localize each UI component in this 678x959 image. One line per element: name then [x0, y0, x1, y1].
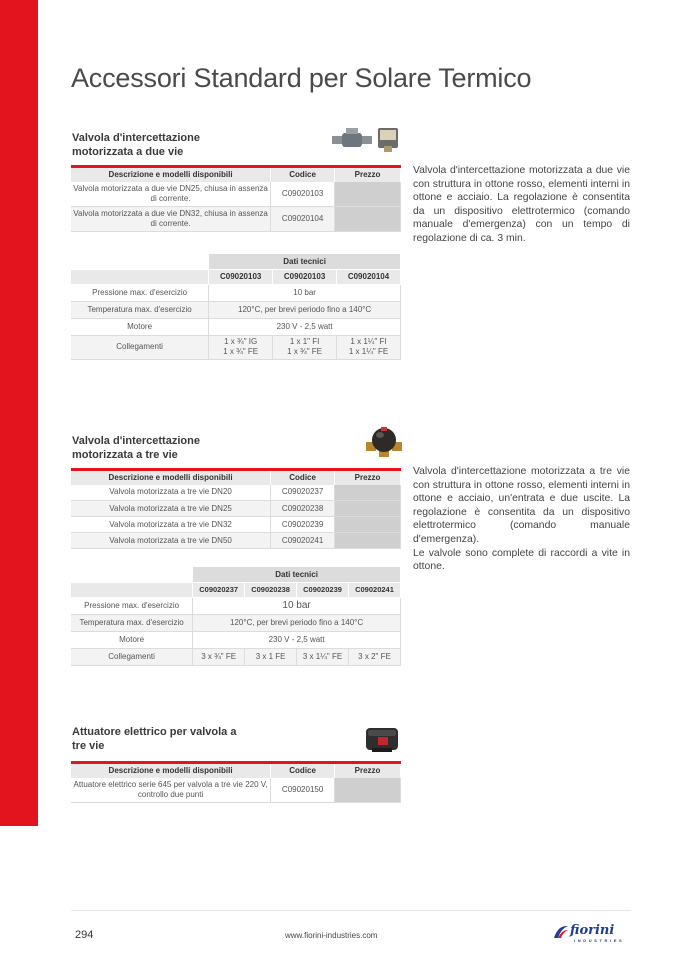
model-price	[335, 182, 401, 207]
two-way-valve-image	[330, 124, 402, 154]
red-side-bar	[0, 0, 38, 826]
model-price	[335, 533, 401, 549]
model-code: C09020150	[271, 778, 335, 803]
model-price	[335, 485, 401, 501]
spec-value: 1 x 1" FI 1 x ¾" FE	[273, 335, 337, 359]
table-row	[71, 301, 401, 318]
spec-value: 3 x 2" FE	[349, 648, 401, 665]
model-code: C09020103	[271, 182, 335, 207]
spec-label: Pressione max. d'esercizio	[71, 597, 193, 614]
logo-mark-icon	[552, 924, 570, 940]
spec-label: Pressione max. d'esercizio	[71, 284, 209, 301]
tech-code: C09020103	[209, 269, 273, 284]
table-row	[71, 648, 401, 665]
spec-label: Temperatura max. d'esercizio	[71, 614, 193, 631]
column-header-code: Codice	[271, 470, 335, 485]
section3-title: Attuatore elettrico per valvola a tre vie	[72, 726, 237, 752]
model-description: Valvola motorizzata a tre vie DN20	[71, 485, 271, 501]
three-way-valve-image	[364, 424, 404, 458]
table-row	[71, 182, 401, 207]
section3-models-table	[71, 761, 401, 803]
website-link[interactable]: www.fiorini-industries.com	[285, 931, 378, 940]
table-row	[71, 614, 401, 631]
column-header-price: Prezzo	[335, 167, 401, 182]
spec-value: 120°C, per brevi periodo fino a 140°C	[209, 301, 401, 318]
tech-code: C09020103	[273, 269, 337, 284]
table-row	[71, 284, 401, 301]
spec-value: 230 V - 2,5 watt	[209, 318, 401, 335]
column-header-price: Prezzo	[335, 763, 401, 778]
spec-label: Motore	[71, 631, 193, 648]
section1-description: Valvola d'intercettazione motorizzata a due vie con struttura in ottone rosso, elementi interni in ottone e acciaio. La regolazione è consentita da un dispositivo elettrotermico (comando manuale d'emergenza) con un tempo di regolazione di ca. 3 min.	[413, 165, 630, 244]
section2-tech-table	[71, 567, 401, 666]
model-description: Valvola motorizzata a tre vie DN50	[71, 533, 271, 549]
fiorini-logo	[552, 923, 630, 943]
model-price	[335, 778, 401, 803]
spec-value: 10 bar	[193, 597, 401, 614]
table-row	[71, 207, 401, 232]
table-row	[71, 335, 401, 359]
spec-value: 1 x ¾" IG 1 x ¾" FE	[209, 335, 273, 359]
model-price	[335, 501, 401, 517]
model-description: Valvola motorizzata a tre vie DN32	[71, 517, 271, 533]
spec-value: 10 bar	[209, 284, 401, 301]
model-description: Valvola motorizzata a due vie DN25, chiusa in assenza di corrente.	[71, 182, 271, 207]
spec-value: 3 x ¾" FE	[193, 648, 245, 665]
spec-value: 230 V - 2,5 watt	[193, 631, 401, 648]
model-code: C09020238	[271, 501, 335, 517]
spec-label: Motore	[71, 318, 209, 335]
model-description: Attuatore elettrico serie 645 per valvola a tre vie 220 V, controllo due punti	[71, 778, 271, 803]
section2-models-table	[71, 468, 401, 549]
column-header-description: Descrizione e modelli disponibili	[71, 470, 271, 485]
tech-code: C09020104	[337, 269, 401, 284]
footer-divider	[71, 910, 631, 911]
table-row	[71, 517, 401, 533]
actuator-image	[364, 724, 400, 754]
model-code: C09020239	[271, 517, 335, 533]
table-row	[71, 318, 401, 335]
tech-table-title: Dati tecnici	[209, 254, 401, 269]
section1-tech-table	[71, 254, 401, 360]
column-header-price: Prezzo	[335, 470, 401, 485]
section2-description: Valvola d'intercettazione motorizzata a tre vie con struttura in ottone rosso, elementi interni in ottone e acciaio, un'entrata e due uscite. La regolazione è consentita da un dispositivo elettrotermico (comando manuale d'emergenza). Le valvole sono complete di raccordi a vite in ottone.	[413, 466, 630, 573]
model-code: C09020104	[271, 207, 335, 232]
table-row	[71, 597, 401, 614]
column-header-code: Codice	[271, 167, 335, 182]
spec-value: 1 x 1¼" FI 1 x 1¼" FE	[337, 335, 401, 359]
section2-title: Valvola d'intercettazione motorizzata a tre vie	[72, 435, 200, 461]
page-number: 294	[75, 929, 94, 941]
model-description: Valvola motorizzata a tre vie DN25	[71, 501, 271, 517]
column-header-code: Codice	[271, 763, 335, 778]
table-row	[71, 501, 401, 517]
model-price	[335, 517, 401, 533]
model-code: C09020241	[271, 533, 335, 549]
table-row	[71, 631, 401, 648]
tech-code: C09020239	[297, 582, 349, 597]
table-row	[71, 778, 401, 803]
model-code: C09020237	[271, 485, 335, 501]
logo-text: fiorini	[570, 923, 615, 938]
tech-code: C09020237	[193, 582, 245, 597]
model-description: Valvola motorizzata a due vie DN32, chiusa in assenza di corrente.	[71, 207, 271, 232]
spec-label: Collegamenti	[71, 335, 209, 359]
page-title: Accessori Standard per Solare Termico	[71, 63, 532, 93]
tech-code: C09020241	[349, 582, 401, 597]
model-price	[335, 207, 401, 232]
column-header-description: Descrizione e modelli disponibili	[71, 167, 271, 182]
spec-value: 3 x 1 FE	[245, 648, 297, 665]
spec-value: 3 x 1¼" FE	[297, 648, 349, 665]
tech-table-title: Dati tecnici	[193, 567, 401, 582]
spec-value: 120°C, per brevi periodo fino a 140°C	[193, 614, 401, 631]
section1-title: Valvola d'intercettazione motorizzata a due vie	[72, 132, 200, 158]
section1-models-table	[71, 165, 401, 232]
spec-label: Collegamenti	[71, 648, 193, 665]
table-row	[71, 533, 401, 549]
table-row	[71, 485, 401, 501]
tech-code: C09020238	[245, 582, 297, 597]
spec-label: Temperatura max. d'esercizio	[71, 301, 209, 318]
logo-subtext: INDUSTRIES	[574, 938, 625, 943]
column-header-description: Descrizione e modelli disponibili	[71, 763, 271, 778]
